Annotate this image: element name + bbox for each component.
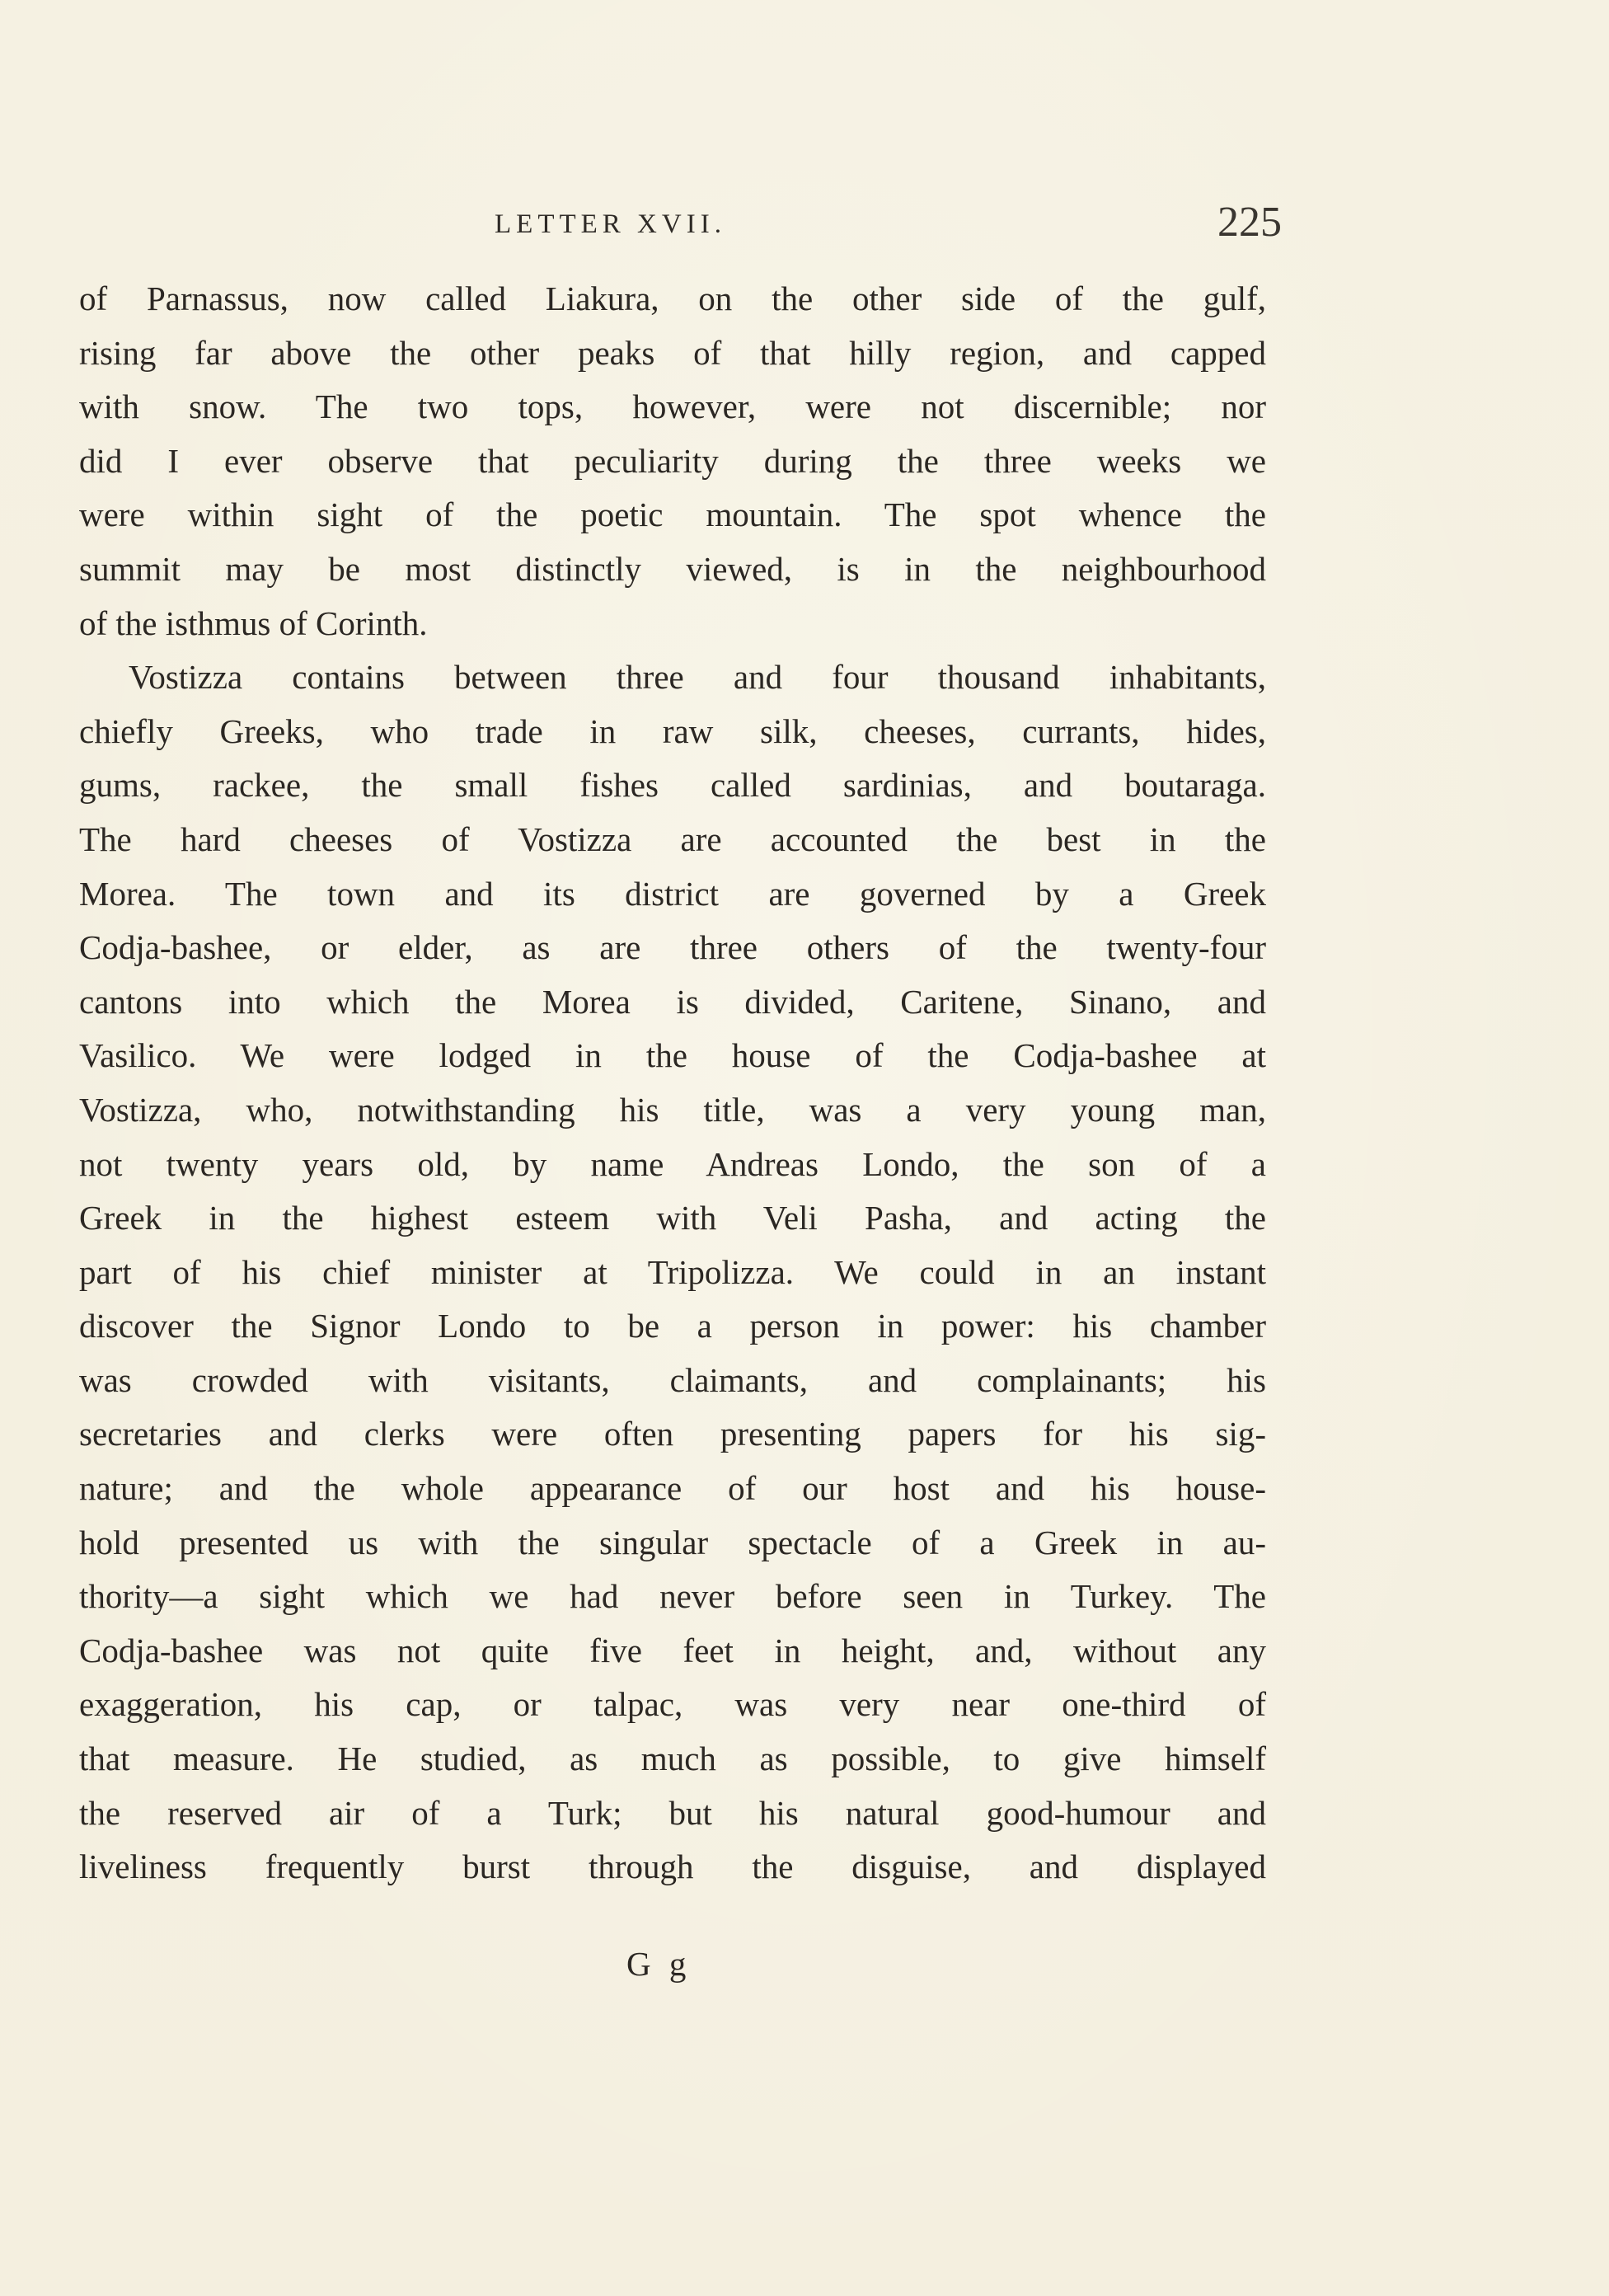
text-line: that measure. He studied, as much as possible, to give himself <box>79 1740 1266 1778</box>
page-number: 225 <box>1217 199 1282 246</box>
text-line: were within sight of the poetic mountain. The spot whence the <box>79 495 1266 534</box>
text-line: chiefly Greeks, who trade in raw silk, cheeses, currants, hides, <box>79 711 1266 750</box>
text-line: The hard cheeses of Vostizza are accounted the best in the <box>79 819 1266 858</box>
page-header <box>495 198 1282 247</box>
text-line: Greek in the highest esteem with Veli Pasha, and acting the <box>79 1199 1266 1237</box>
text-line: Codja-bashee was not quite five feet in height, and, without any <box>79 1631 1266 1669</box>
text-line: exaggeration, his cap, or talpac, was very near one-third of <box>79 1685 1266 1724</box>
text-line: of the isthmus of Corinth. <box>79 603 428 642</box>
text-line: rising far above the other peaks of that hilly region, and capped <box>79 333 1266 372</box>
text-line: nature; and the whole appearance of our host and his house- <box>79 1469 1266 1508</box>
paragraph-start-line: Vostizza contains between three and four thousand inhabitants, <box>129 658 1266 697</box>
text-line: was crowded with visitants, claimants, and complainants; his <box>79 1360 1266 1399</box>
text-line: Morea. The town and its district are governed by a Greek <box>79 874 1266 913</box>
text-line: the reserved air of a Turk; but his natural good-humour and <box>79 1793 1266 1832</box>
text-line: cantons into which the Morea is divided, Caritene, Sinano, and <box>79 982 1266 1021</box>
text-line: gums, rackee, the small fishes called sardinias, and boutaraga. <box>79 766 1266 805</box>
text-line: hold presented us with the singular spectacle of a Greek in au- <box>79 1523 1266 1561</box>
text-line: Codja-bashee, or elder, as are three others of the twenty-four <box>79 928 1266 967</box>
body-text <box>79 272 1266 1895</box>
text-line: Vostizza, who, notwithstanding his title, was a very young man, <box>79 1090 1266 1129</box>
running-head: LETTER XVII. <box>495 209 726 239</box>
text-line: did I ever observe that peculiarity during the three weeks we <box>79 441 1266 480</box>
text-line: discover the Signor Londo to be a person in power: his chamber <box>79 1307 1266 1345</box>
text-line: secretaries and clerks were often presenting papers for his sig- <box>79 1415 1266 1453</box>
text-line: liveliness frequently burst through the disguise, and displayed <box>79 1848 1266 1886</box>
text-line: not twenty years old, by name Andreas Londo, the son of a <box>79 1144 1266 1183</box>
text-line: Vasilico. We were lodged in the house of the Codja-bashee at <box>79 1036 1266 1075</box>
text-line: with snow. The two tops, however, were not discernible; nor <box>79 387 1266 426</box>
signature-mark: G g <box>626 1945 692 1983</box>
text-line: summit may be most distinctly viewed, is in the neighbourhood <box>79 549 1266 588</box>
text-line: of Parnassus, now called Liakura, on the other side of the gulf, <box>79 279 1266 317</box>
text-line: thority—a sight which we had never before seen in Turkey. The <box>79 1577 1266 1616</box>
text-line: part of his chief minister at Tripolizza. We could in an instant <box>79 1252 1266 1291</box>
